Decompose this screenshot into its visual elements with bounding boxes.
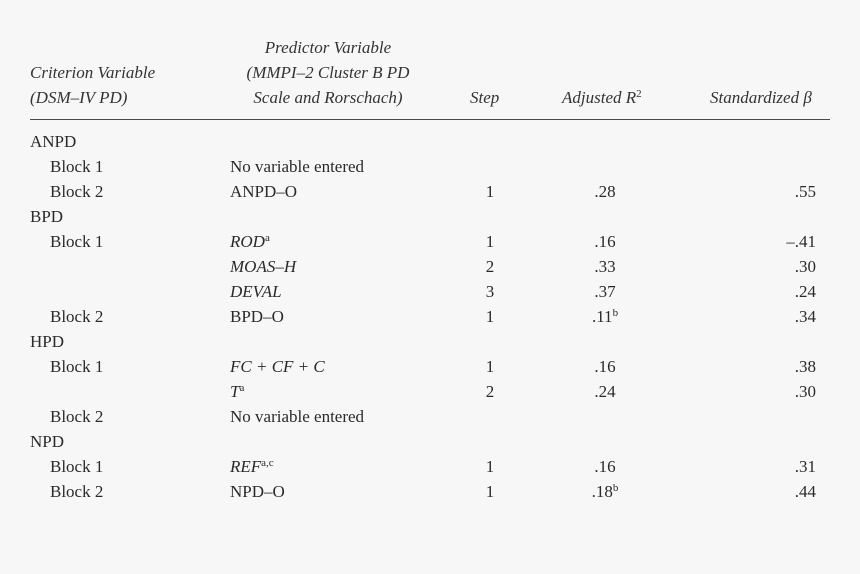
step-cell: 2	[485, 257, 495, 276]
adjusted-r2-cell: .11$^b$	[591, 307, 619, 326]
standardized-beta-cell: .31	[794, 457, 816, 476]
table-row	[30, 154, 830, 179]
criterion-cell: NPD	[30, 432, 65, 451]
step-cell: 1	[485, 232, 495, 251]
table-row	[30, 129, 830, 154]
standardized-beta-cell: .44	[794, 482, 816, 501]
predictor-cell: NPD–O	[230, 482, 285, 501]
criterion-cell: Block 1	[50, 357, 104, 376]
standardized-beta-cell: –.41	[786, 232, 816, 251]
header-rule	[30, 119, 830, 120]
predictor-cell: ANPD–O	[230, 182, 298, 201]
step-cell: 1	[485, 457, 495, 476]
adjusted-r2-cell: .18$^b$	[591, 482, 619, 501]
standardized-beta-cell: .30	[794, 257, 816, 276]
step-cell: 1	[485, 307, 495, 326]
standardized-beta-cell: .34	[794, 307, 816, 326]
header-standardized-beta: Standardized β	[710, 88, 812, 107]
standardized-beta-cell: .55	[794, 182, 816, 201]
criterion-cell: Block 1	[50, 157, 104, 176]
table-row	[30, 454, 830, 479]
predictor-cell: $T^a$	[230, 382, 245, 401]
table-row	[30, 254, 830, 279]
standardized-beta-cell: .30	[794, 382, 816, 401]
adjusted-r2-cell: .28	[594, 182, 616, 201]
criterion-cell: ANPD	[30, 132, 77, 151]
table-row	[30, 179, 830, 204]
criterion-cell: Block 2	[50, 182, 104, 201]
predictor-cell: ROD$^a$	[230, 232, 270, 251]
criterion-cell: BPD	[30, 207, 64, 226]
predictor-cell: BPD–O	[230, 307, 284, 326]
predictor-cell: REF$^{a,c}$	[230, 457, 274, 476]
adjusted-r2-cell: .16	[594, 357, 616, 376]
step-cell: 3	[485, 282, 495, 301]
adjusted-r2-cell: .24	[594, 382, 616, 401]
criterion-cell: Block 1	[50, 232, 104, 251]
table-row	[30, 279, 830, 304]
predictor-cell: FC + CF + C	[230, 357, 325, 376]
table-row	[30, 354, 830, 379]
adjusted-r2-cell: .33	[594, 257, 616, 276]
adjusted-r2-cell: .16	[594, 232, 616, 251]
predictor-cell: No variable entered	[230, 407, 365, 426]
table-row	[30, 404, 830, 429]
predictor-cell: DEVAL	[230, 282, 282, 301]
table-row	[30, 204, 830, 229]
predictor-cell: No variable entered	[230, 157, 365, 176]
header-criterion-variable: Criterion Variable (DSM–IV PD)	[30, 63, 156, 107]
header-adjusted-r2: Adjusted $R^2$	[562, 88, 642, 107]
step-cell: 1	[485, 182, 495, 201]
table-row	[30, 429, 830, 454]
table-row	[30, 329, 830, 354]
adjusted-r2-cell: .16	[594, 457, 616, 476]
table-row	[30, 379, 830, 404]
header-step: Step	[470, 88, 500, 107]
header-predictor-variable: Predictor Variable (MMPI–2 Cluster B PD Scale and Rorschach)	[246, 38, 410, 107]
table-row	[30, 229, 830, 254]
adjusted-r2-cell: .37	[594, 282, 616, 301]
step-cell: 1	[485, 482, 495, 501]
standardized-beta-cell: .24	[794, 282, 816, 301]
criterion-cell: HPD	[30, 332, 65, 351]
table-row	[30, 479, 830, 504]
table-row	[30, 304, 830, 329]
step-cell: 1	[485, 357, 495, 376]
criterion-cell: Block 2	[50, 407, 104, 426]
table-body	[30, 129, 830, 504]
criterion-cell: Block 2	[50, 482, 104, 501]
criterion-cell: Block 2	[50, 307, 104, 326]
criterion-cell: Block 1	[50, 457, 104, 476]
step-cell: 2	[485, 382, 495, 401]
standardized-beta-cell: .38	[794, 357, 816, 376]
predictor-cell: MOAS–H	[230, 257, 297, 276]
